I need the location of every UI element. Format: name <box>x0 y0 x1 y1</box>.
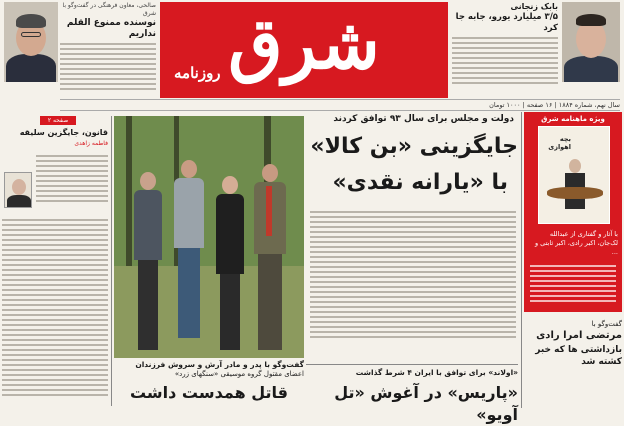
top-left-body <box>60 43 156 90</box>
magazine-poster <box>538 126 610 224</box>
photo-family <box>114 116 304 358</box>
column-divider-left <box>111 116 112 406</box>
portrait-left <box>4 2 58 82</box>
masthead <box>160 2 448 98</box>
main-body <box>310 208 516 341</box>
bottom-headline[interactable]: «پاریس» در آغوش «تل آویو» <box>334 383 518 424</box>
right-lower-headline: مرتضی امرا رادی <box>536 330 622 341</box>
left-body <box>36 152 108 205</box>
poster-label: بچه اهوازی <box>548 135 571 151</box>
left-kicker[interactable]: قانون، جایگزین سلیقه <box>19 128 108 137</box>
left-body-cont <box>2 216 108 399</box>
top-left-headline: نوسنده ممنوع القلم نداریم <box>66 18 156 39</box>
top-right-kicker: بابک زنجانی <box>510 2 558 11</box>
portrait-right <box>562 2 620 82</box>
top-right-headline: ۳/۵ میلیارد یورو، جابه جا کرد <box>455 12 558 33</box>
top-left-story[interactable] <box>60 2 156 98</box>
photo-caption-kicker: گفت‌وگو با پدر و مادر آرش و سروش فرزندان <box>135 360 304 369</box>
top-right-story[interactable] <box>452 2 558 98</box>
dateline: سال نهم، شماره ۱۸۸۴ | ۱۶ صفحه | ۱۰۰۰ تومان <box>60 99 620 111</box>
author-photo <box>4 172 32 208</box>
right-lower-story[interactable] <box>524 320 622 408</box>
masthead-logo: شرق <box>228 2 380 85</box>
top-left-kicker: صالحی، معاون فرهنگی در گفت‌وگو با شرق <box>62 2 156 17</box>
bottom-kicker: «اولاند» برای توافق با ایران ۴ شرط گذاشت <box>355 368 518 377</box>
main-kicker: دولت و مجلس برای سال ۹۳ توافق کردند <box>333 114 514 124</box>
magazine-box-title: ویژه ماهنامه شرق <box>541 115 605 123</box>
bottom-story-rule <box>306 364 518 365</box>
magazine-list <box>530 262 616 305</box>
top-right-body <box>452 37 558 84</box>
magazine-blurb: با آثار و گفتاری از عبدالله لک‌جان، اکبر رادی، اکبر ثابتی و ... <box>534 230 618 256</box>
right-lower-kicker: گفت‌وگو با <box>591 320 622 328</box>
right-lower-sub: بازداشتی ها که خبر کشته شد <box>535 345 622 367</box>
photo-caption-sub: اعضای مقتول گروه موسیقی «سنگهای زرد» <box>174 370 304 378</box>
left-section-label: صفحه ۲ <box>40 116 76 125</box>
column-divider-right <box>521 112 522 408</box>
main-headline-1[interactable]: جایگزینی «بن کالا» <box>310 134 518 159</box>
left-author: فاطمه زاهدی <box>74 140 108 147</box>
masthead-subtitle: روزنامه <box>174 64 221 82</box>
magazine-box[interactable] <box>524 112 622 312</box>
left-column <box>2 116 108 408</box>
photo-headline[interactable]: قاتل همدست داشت <box>129 383 288 402</box>
main-headline-2[interactable]: با «یارانه نقدی» <box>332 170 508 195</box>
